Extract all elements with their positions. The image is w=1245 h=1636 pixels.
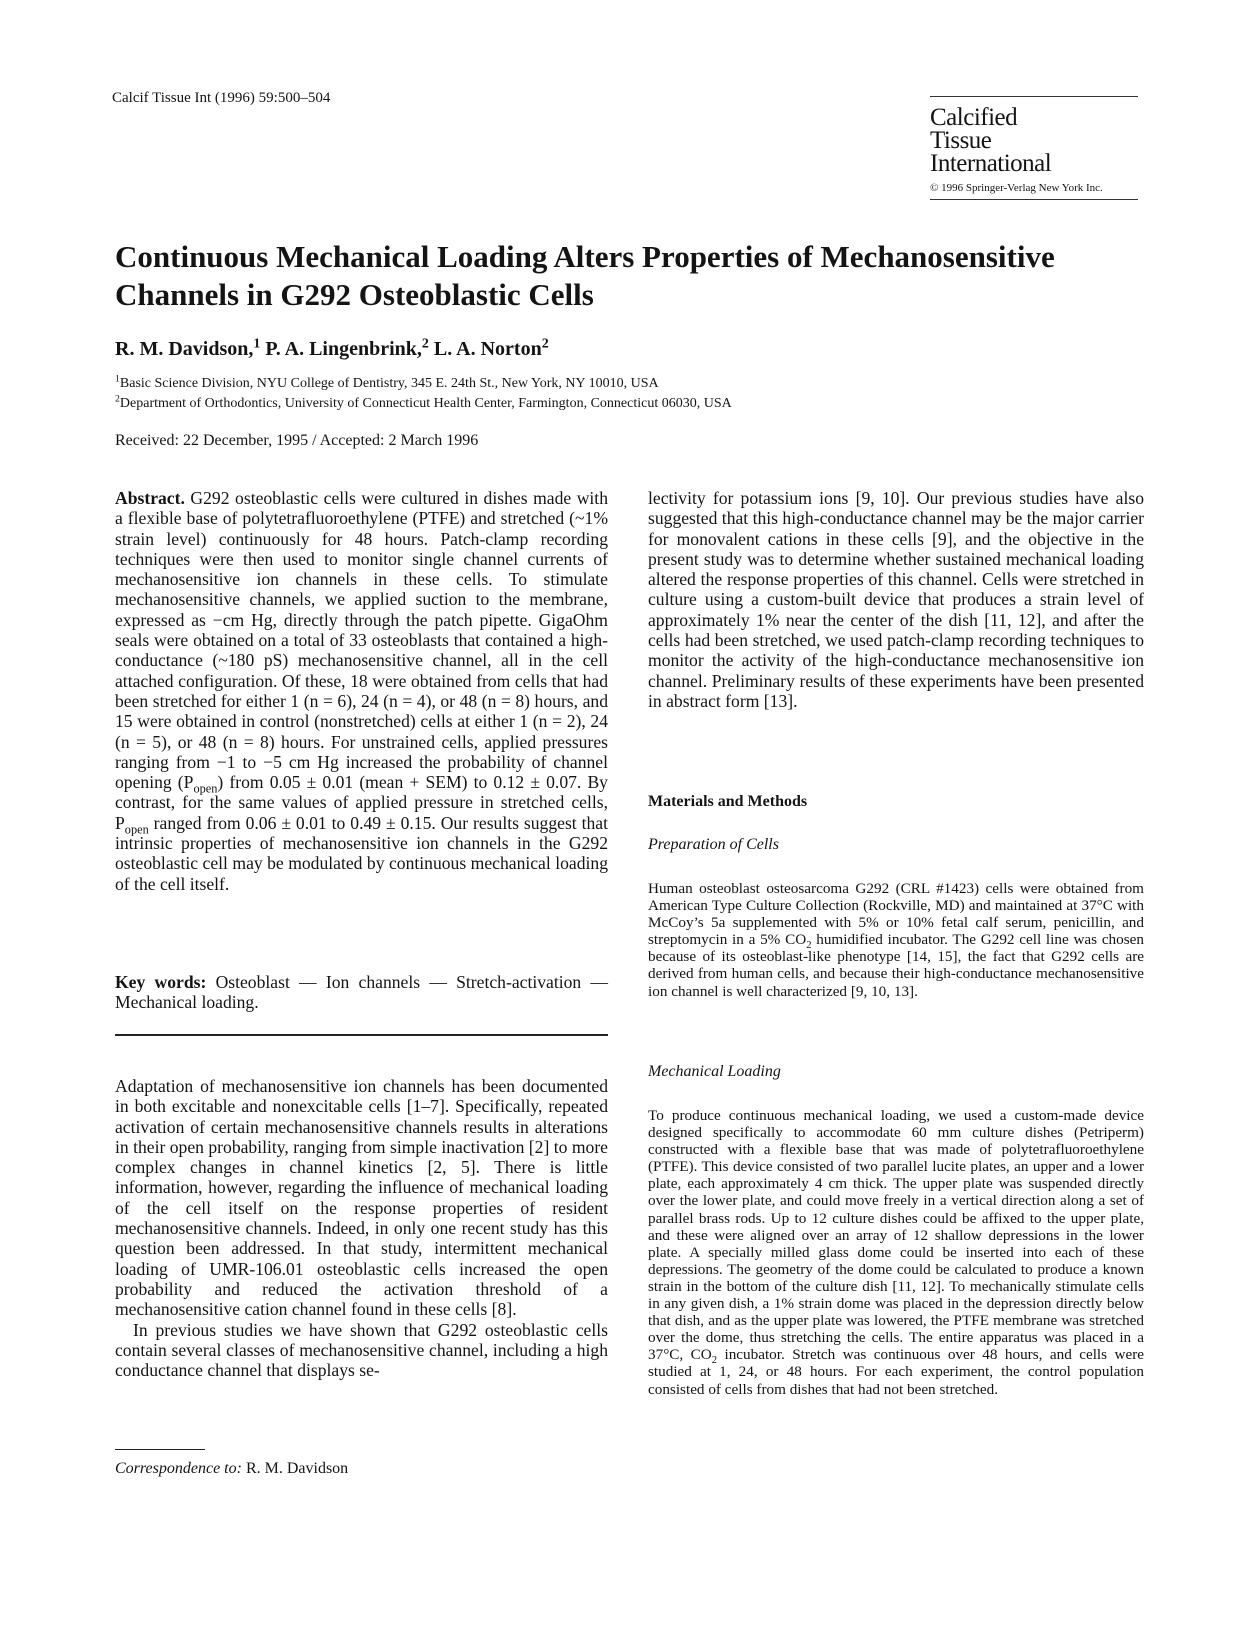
p-open-subscript-2: open [124,822,149,837]
mechanical-loading-heading: Mechanical Loading [648,1063,781,1080]
intro-paragraph-2-continued: lectivity for potassium ions [9, 10]. Our previous studies have also suggested that this high-conductance channel may be the major carrier for monovalent cations in these cells [9], and the objective in the present study was to determine whether sustained mechanical loading altered the response properties of this channel. Cells were stretched in culture using a custom-built device that produces a strain level of approximately 1% near the center of the dish [11, 12], and after the cells had been stretched, we used patch-clamp recording techniques to monitor the activity of the high-conductance mechanosensitive ion channel. Preliminary results of these experiments have been presented in abstract form [13]. [648,488,1144,711]
author-lingenbrink-affil: 2 [421,336,429,352]
affiliation-2 [115,394,732,414]
mechanical-loading-text-a: To produce continuous mechanical loading, we used a custom-made device designed specifically to accommodate 60 mm culture dishes (Petriperm) constructed with a flexible base that was made of polytetrafluoroethylene (PTFE). This device consisted of two parallel lucite plates, an upper and a lower plate, each approximately 4 cm thick. The upper plate was suspended directly over the lower plate, and could move freely in a vertical direction along a set of parallel brass rods. Up to 12 culture dishes could be affixed to the upper plate, and these were aligned over an array of 12 shallow depressions in the lower plate. A specially milled glass dome could be inserted into each of these depressions. The geometry of the dome could be calculated to produce a known strain in the bottom of the culture dish [11, 12]. To mechanically stimulate cells in any given dish, a 1% strain dome was placed in the depression directly below that dish, and as the upper plate was lowered, the PTFE membrane was stretched over the dome, thus stretching the cells. The entire apparatus was placed in a 37°C, CO [648,1107,1144,1364]
correspondence-label: Correspondence to: [115,1460,242,1477]
received-dates: Received: 22 December, 1995 / Accepted: 2 March 1996 [115,432,479,449]
methods-heading: Materials and Methods [648,793,808,810]
logo-line-1: Calcified [930,104,1018,131]
keywords [115,972,608,1013]
co2-subscript-1: 2 [806,940,812,952]
mechanical-loading-text-b: incubator. Stretch was continuous over 48 hours, and cells were studied at 1, 24, or 48 hours. For each experiment, the control population consisted of cells from dishes that had not been stretched. [648,1346,1144,1398]
co2-subscript-2: 2 [711,1355,718,1367]
mechanical-loading-text [648,1107,1144,1398]
abstract-label: Abstract. [115,488,185,508]
keywords-label: Key words: [115,972,207,992]
affiliation-1 [115,374,732,394]
p-open-subscript-1: open [193,781,218,796]
author-list [115,338,549,361]
keywords-text: Osteoblast — Ion channels — Stretch-activation — Mechanical loading. [115,972,609,1013]
logo-line-3: International [930,150,1052,177]
article-title: Continuous Mechanical Loading Alters Properties of Mechanosensitive Channels in G292 Osteoblastic Cells [115,239,1055,312]
preparation-heading: Preparation of Cells [648,836,779,853]
intro-continuation [648,488,1144,711]
logo-bottom-rule [930,199,1138,200]
author-davidson: R. M. Davidson, [115,338,254,360]
affiliation-1-text: Basic Science Division, NYU College of Dentistry, 345 E. 24th St., New York, NY 10010, USA [119,376,659,391]
affiliation-2-marker: 2 [115,393,120,405]
author-norton: L. A. Norton [433,338,542,360]
abstract [115,488,608,894]
introduction [115,1076,608,1380]
abstract-text-1: G292 osteoblastic cells were cultured in dishes made with a flexible base of polytetrafluoroethylene (PTFE) and stretched (~1% strain level) continuously for 48 hours. Patch-clamp recording techniques were then used to monitor single channel currents of mechanosensitive ion channels in these cells. To stimulate mechanosensitive channels, we applied suction to the membrane, expressed as −cm Hg, directly through the patch pipette. GigaOhm seals were obtained on a total of 33 osteoblasts that contained a high-conductance (~180 pS) mechanosensitive channel, all in the cell attached configuration. Of these, 18 were obtained from cells that had been stretched for either 1 (n = 6), 24 (n = 4), or 48 (n = 8) hours, and 15 were obtained in control (nonstretched) cells at either 1 (n = 2), 24 (n = 5), or 48 (n = 8) hours. For unstrained cells, applied pressures ranging from −1 to −5 cm Hg increased the probability of channel opening (P [115,488,608,793]
logo-line-2: Tissue [930,127,992,154]
journal-citation: Calcif Tissue Int (1996) 59:500–504 [112,90,331,106]
affiliation-1-marker: 1 [115,373,120,385]
abstract-text-3: ranged from 0.06 ± 0.01 to 0.49 ± 0.15. Our results suggest that intrinsic properties of mechanosensitive ion channels in the G292 osteoblastic cell may be modulated by continuous mechanical loading of the cell itself. [115,812,608,894]
intro-paragraph-1: Adaptation of mechanosensitive ion channels has been documented in both excitable and nonexcitable cells [1–7]. Specifically, repeated activation of certain mechanosensitive channels results in alterations in their open probability, ranging from simple inactivation [2] to more complex changes in channel kinetics [2, 5]. There is little information, however, regarding the influence of mechanical loading of the cell itself on the response properties of resident mechanosensitive channels. Indeed, in only one recent study has this question been addressed. In that study, intermittent mechanical loading of UMR-106.01 osteoblastic cells increased the open probability and reduced the activation threshold of a mechanosensitive cation channel found in these cells [8]. [115,1076,608,1320]
correspondence-name: R. M. Davidson [245,1460,349,1477]
author-norton-affil: 2 [541,336,549,352]
logo-top-rule [930,96,1138,97]
affiliation-2-text: Department of Orthodontics, University of Connecticut Health Center, Farmington, Connecticut 06030, USA [119,396,732,411]
author-lingenbrink: P. A. Lingenbrink, [265,338,422,360]
preparation-text-b: humidified incubator. The G292 cell line was chosen because of its osteoblast-like phenotype [14, 15], the fact that G292 cells are derived from human cells, and because their high-conductance mechanosensitive ion channel is well characterized [9, 10, 13]. [648,931,1144,1000]
correspondence-footnote [115,1460,348,1478]
affiliations [115,374,732,414]
abstract-divider [115,1034,608,1036]
copyright-notice: © 1996 Springer-Verlag New York Inc. [930,182,1103,194]
preparation-text [648,880,1144,1000]
abstract-text-2: ) from 0.05 ± 0.01 (mean + SEM) to 0.12 ± 0.07. By contrast, for the same values of applied pressure in stretched cells, P [115,772,608,833]
intro-paragraph-2: In previous studies we have shown that G292 osteoblastic cells contain several classes of mechanosensitive channel, including a high conductance channel that displays se- [115,1319,608,1381]
author-davidson-affil: 1 [253,336,261,352]
footnote-rule [115,1449,205,1450]
preparation-text-a: Human osteoblast osteosarcoma G292 (CRL #1423) cells were obtained from American Type Culture Collection (Rockville, MD) and maintained at 37°C with McCoy’s 5a supplemented with 5% or 10% fetal calf serum, penicillin, and streptomycin in a 5% CO [648,880,1144,949]
journal-logo [930,106,1051,175]
